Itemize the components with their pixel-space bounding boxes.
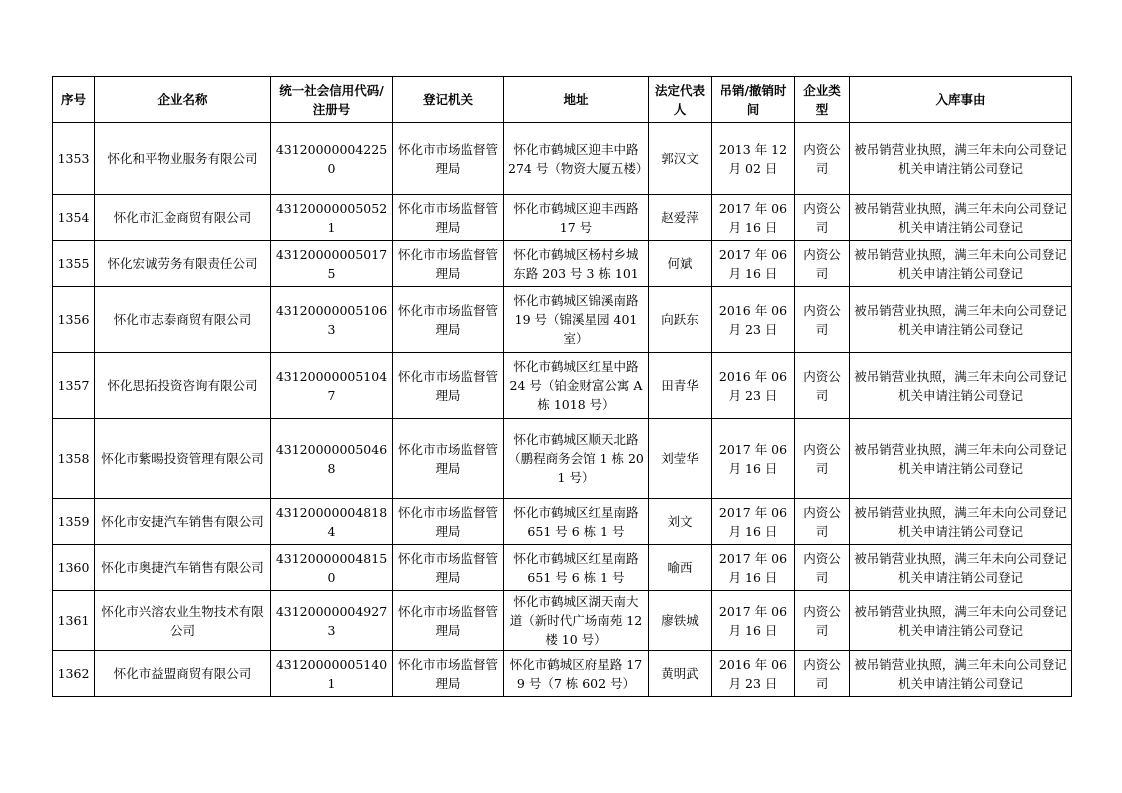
cell-legal-rep: 何斌	[649, 241, 712, 287]
cell-seq: 1355	[53, 241, 95, 287]
header-date: 吊销/撤销时间	[712, 77, 795, 123]
cell-reason: 被吊销营业执照，满三年未向公司登记机关申请注销公司登记	[850, 499, 1072, 545]
cell-enterprise-type: 内资公司	[795, 419, 850, 499]
cell-legal-rep: 向跃东	[649, 287, 712, 353]
header-authority: 登记机关	[393, 77, 504, 123]
cell-reason: 被吊销营业执照，满三年未向公司登记机关申请注销公司登记	[850, 419, 1072, 499]
table-row	[53, 499, 1072, 545]
table-row	[53, 545, 1072, 591]
cell-credit-code: 431200000048184	[271, 499, 393, 545]
cell-company-name: 怀化宏诚劳务有限责任公司	[95, 241, 271, 287]
cell-company-name: 怀化市紫暘投资管理有限公司	[95, 419, 271, 499]
cell-authority: 怀化市市场监督管理局	[393, 651, 504, 697]
cell-address: 怀化市鹤城区红星中路 24 号（铂金财富公寓 A 栋 1018 号）	[504, 353, 649, 419]
cell-reason: 被吊销营业执照，满三年未向公司登记机关申请注销公司登记	[850, 287, 1072, 353]
header-seq: 序号	[53, 77, 95, 123]
cell-credit-code: 431200000042250	[271, 123, 393, 195]
cell-company-name: 怀化市汇金商贸有限公司	[95, 195, 271, 241]
header-row	[53, 77, 1072, 123]
header-rep: 法定代表人	[649, 77, 712, 123]
table-row	[53, 287, 1072, 353]
table-row	[53, 419, 1072, 499]
cell-seq: 1360	[53, 545, 95, 591]
header-name: 企业名称	[95, 77, 271, 123]
cell-enterprise-type: 内资公司	[795, 287, 850, 353]
table-row	[53, 591, 1072, 651]
cell-revoke-date: 2016 年 06 月 23 日	[712, 287, 795, 353]
cell-seq: 1353	[53, 123, 95, 195]
cell-company-name: 怀化和平物业服务有限公司	[95, 123, 271, 195]
table-row	[53, 195, 1072, 241]
table-row	[53, 353, 1072, 419]
cell-legal-rep: 郭汉文	[649, 123, 712, 195]
cell-authority: 怀化市市场监督管理局	[393, 591, 504, 651]
cell-revoke-date: 2017 年 06 月 16 日	[712, 545, 795, 591]
cell-legal-rep: 刘莹华	[649, 419, 712, 499]
cell-address: 怀化市鹤城区迎丰西路 17 号	[504, 195, 649, 241]
table-row	[53, 651, 1072, 697]
cell-legal-rep: 喻西	[649, 545, 712, 591]
cell-company-name: 怀化市奥捷汽车销售有限公司	[95, 545, 271, 591]
cell-seq: 1359	[53, 499, 95, 545]
cell-company-name: 怀化思拓投资咨询有限公司	[95, 353, 271, 419]
cell-legal-rep: 黄明武	[649, 651, 712, 697]
cell-seq: 1354	[53, 195, 95, 241]
cell-revoke-date: 2017 年 06 月 16 日	[712, 241, 795, 287]
cell-reason: 被吊销营业执照，满三年未向公司登记机关申请注销公司登记	[850, 651, 1072, 697]
cell-address: 怀化市鹤城区顺天北路（鹏程商务会馆 1 栋 201 号）	[504, 419, 649, 499]
cell-reason: 被吊销营业执照，满三年未向公司登记机关申请注销公司登记	[850, 195, 1072, 241]
cell-revoke-date: 2016 年 06 月 23 日	[712, 353, 795, 419]
cell-credit-code: 431200000051401	[271, 651, 393, 697]
cell-authority: 怀化市市场监督管理局	[393, 353, 504, 419]
cell-credit-code: 431200000051063	[271, 287, 393, 353]
cell-company-name: 怀化市志泰商贸有限公司	[95, 287, 271, 353]
table-row	[53, 123, 1072, 195]
cell-reason: 被吊销营业执照，满三年未向公司登记机关申请注销公司登记	[850, 591, 1072, 651]
header-address: 地址	[504, 77, 649, 123]
cell-company-name: 怀化市安捷汽车销售有限公司	[95, 499, 271, 545]
cell-enterprise-type: 内资公司	[795, 353, 850, 419]
cell-authority: 怀化市市场监督管理局	[393, 241, 504, 287]
cell-revoke-date: 2013 年 12 月 02 日	[712, 123, 795, 195]
cell-enterprise-type: 内资公司	[795, 499, 850, 545]
cell-enterprise-type: 内资公司	[795, 651, 850, 697]
cell-seq: 1358	[53, 419, 95, 499]
cell-credit-code: 431200000050468	[271, 419, 393, 499]
cell-reason: 被吊销营业执照，满三年未向公司登记机关申请注销公司登记	[850, 353, 1072, 419]
cell-revoke-date: 2017 年 06 月 16 日	[712, 195, 795, 241]
cell-authority: 怀化市市场监督管理局	[393, 499, 504, 545]
cell-enterprise-type: 内资公司	[795, 195, 850, 241]
cell-address: 怀化市鹤城区红星南路 651 号 6 栋 1 号	[504, 545, 649, 591]
cell-credit-code: 431200000050521	[271, 195, 393, 241]
cell-legal-rep: 田青华	[649, 353, 712, 419]
cell-reason: 被吊销营业执照，满三年未向公司登记机关申请注销公司登记	[850, 123, 1072, 195]
cell-address: 怀化市鹤城区杨村乡城东路 203 号 3 栋 101	[504, 241, 649, 287]
cell-address: 怀化市鹤城区红星南路 651 号 6 栋 1 号	[504, 499, 649, 545]
table-row	[53, 241, 1072, 287]
cell-company-name: 怀化市兴溶农业生物技术有限公司	[95, 591, 271, 651]
cell-enterprise-type: 内资公司	[795, 241, 850, 287]
cell-revoke-date: 2016 年 06 月 23 日	[712, 651, 795, 697]
cell-credit-code: 431200000049273	[271, 591, 393, 651]
cell-legal-rep: 刘文	[649, 499, 712, 545]
revoked-enterprise-table	[52, 76, 1072, 697]
cell-revoke-date: 2017 年 06 月 16 日	[712, 591, 795, 651]
cell-enterprise-type: 内资公司	[795, 591, 850, 651]
cell-seq: 1357	[53, 353, 95, 419]
header-reason: 入库事由	[850, 77, 1072, 123]
cell-seq: 1356	[53, 287, 95, 353]
cell-authority: 怀化市市场监督管理局	[393, 287, 504, 353]
cell-credit-code: 431200000051047	[271, 353, 393, 419]
header-code: 统一社会信用代码/注册号	[271, 77, 393, 123]
cell-enterprise-type: 内资公司	[795, 545, 850, 591]
cell-seq: 1361	[53, 591, 95, 651]
cell-seq: 1362	[53, 651, 95, 697]
cell-authority: 怀化市市场监督管理局	[393, 545, 504, 591]
header-type: 企业类型	[795, 77, 850, 123]
cell-authority: 怀化市市场监督管理局	[393, 195, 504, 241]
cell-revoke-date: 2017 年 06 月 16 日	[712, 419, 795, 499]
cell-authority: 怀化市市场监督管理局	[393, 419, 504, 499]
cell-authority: 怀化市市场监督管理局	[393, 123, 504, 195]
cell-address: 怀化市鹤城区迎丰中路 274 号（物资大厦五楼）	[504, 123, 649, 195]
cell-legal-rep: 廖铁城	[649, 591, 712, 651]
cell-revoke-date: 2017 年 06 月 16 日	[712, 499, 795, 545]
cell-address: 怀化市鹤城区府星路 179 号（7 栋 602 号）	[504, 651, 649, 697]
cell-legal-rep: 赵爱萍	[649, 195, 712, 241]
cell-reason: 被吊销营业执照，满三年未向公司登记机关申请注销公司登记	[850, 241, 1072, 287]
cell-address: 怀化市鹤城区锦溪南路 19 号（锦溪星园 401 室）	[504, 287, 649, 353]
cell-credit-code: 431200000050175	[271, 241, 393, 287]
cell-address: 怀化市鹤城区湖天南大道（新时代广场南苑 12 楼 10 号）	[504, 591, 649, 651]
cell-credit-code: 431200000048150	[271, 545, 393, 591]
cell-enterprise-type: 内资公司	[795, 123, 850, 195]
table-body	[53, 123, 1072, 697]
cell-company-name: 怀化市益盟商贸有限公司	[95, 651, 271, 697]
cell-reason: 被吊销营业执照，满三年未向公司登记机关申请注销公司登记	[850, 545, 1072, 591]
